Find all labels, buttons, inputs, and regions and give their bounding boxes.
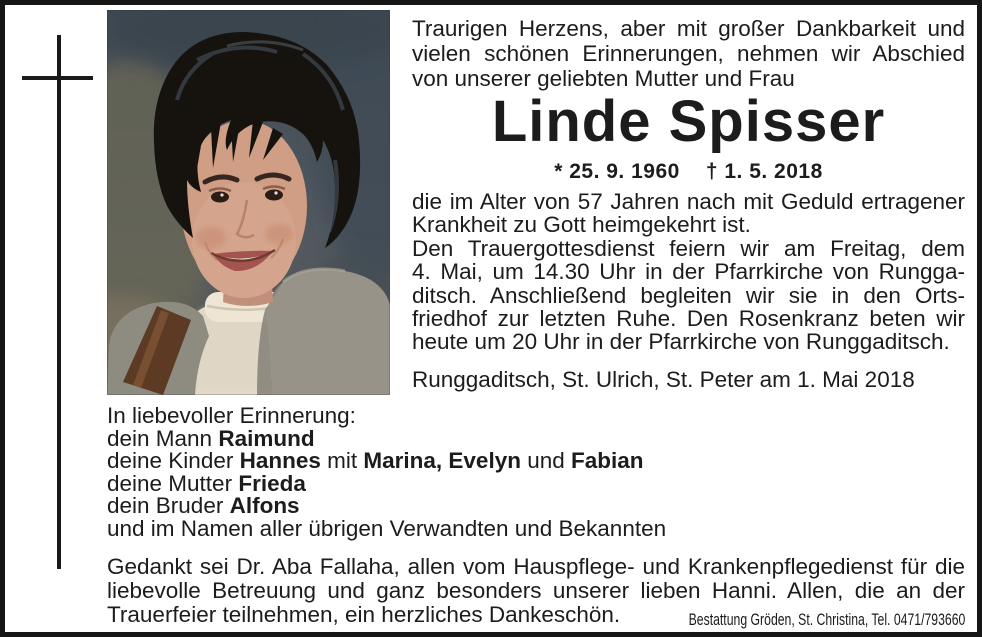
family-list xyxy=(107,405,757,541)
life-dates xyxy=(412,160,965,184)
funeral-home-credit: Bestattung Gröden, St. Christina, Tel. 0471/793660 xyxy=(688,610,965,629)
text-line: Traurigen Herzens, aber mit großer Dankbarkeit und xyxy=(412,16,965,41)
husband-name: Raimund xyxy=(218,425,315,451)
family-others-line: und im Namen aller übrigen Verwandten und Bekannten xyxy=(107,515,667,541)
text-line: friedhof zur letzten Ruhe. Den Rosenkranz beten wir xyxy=(412,305,965,331)
thanks-paragraph xyxy=(107,555,965,627)
family-brother-line: dein Bruder Alfons xyxy=(107,493,300,519)
text-line: heute um 20 Uhr in der Pfarrkirche von Runggaditsch. xyxy=(412,329,950,355)
family-mother-line: deine Mutter Frieda xyxy=(107,470,306,496)
thanks-last-line: Trauerfeier teilnehmen, ein herzliches Dankeschön. Bestattung Gröden, St. Christina, Tel. 0471/793660 xyxy=(107,603,965,627)
illness-paragraph xyxy=(412,190,965,237)
intro-paragraph xyxy=(412,16,965,91)
child-name: Hannes xyxy=(239,448,321,474)
text-line: von unserer geliebten Mutter und Frau xyxy=(412,66,795,91)
text-line: liebevolle Betreuung und ganz besonders unserer lieben Hanni. Allen, die an der xyxy=(107,578,965,603)
mother-name: Frieda xyxy=(238,470,306,496)
portrait-photo xyxy=(107,10,390,395)
text-line: Den Trauergottesdienst feiern wir am Freitag, dem xyxy=(412,236,965,261)
thanks-lines xyxy=(107,555,965,603)
child-name: Fabian xyxy=(571,448,644,474)
text-line: 4. Mai, um 14.30 Uhr in der Pfarrkirche von Rungga- xyxy=(412,259,965,285)
text-line: vielen schönen Erinnerungen, nehmen wir Abschied xyxy=(412,41,965,66)
cross-vertical-bar xyxy=(57,35,61,569)
text-line: Krankheit zu Gott heimgekehrt ist. xyxy=(412,212,751,238)
funeral-paragraph xyxy=(412,237,965,353)
text-line: Gedankt sei Dr. Aba Fallaha, allen vom Hauspflege- und Krankenpflegedienst für die xyxy=(107,554,965,579)
deceased-name: Linde Spisser xyxy=(491,89,886,154)
death-date: † 1. 5. 2018 xyxy=(705,160,823,183)
family-intro-line: In liebevoller Erinnerung: xyxy=(107,403,356,428)
brother-name: Alfons xyxy=(229,493,300,519)
birth-date: * 25. 9. 1960 xyxy=(554,160,680,183)
family-children-line: deine Kinder Hannes mit Marina, Evelyn und Fabian xyxy=(107,448,644,474)
place-date-line: Runggaditsch, St. Ulrich, St. Peter am 1. Mai 2018 xyxy=(412,367,915,392)
cross-horizontal-bar xyxy=(22,76,93,80)
text-line: die im Alter von 57 Jahren nach mit Geduld ertragener xyxy=(412,189,965,214)
text-line: ditsch. Anschließend begleiten wir sie in den Orts- xyxy=(412,282,965,308)
child-partner-names: Marina, Evelyn xyxy=(363,448,521,474)
family-husband-line: dein Mann Raimund xyxy=(107,425,315,451)
